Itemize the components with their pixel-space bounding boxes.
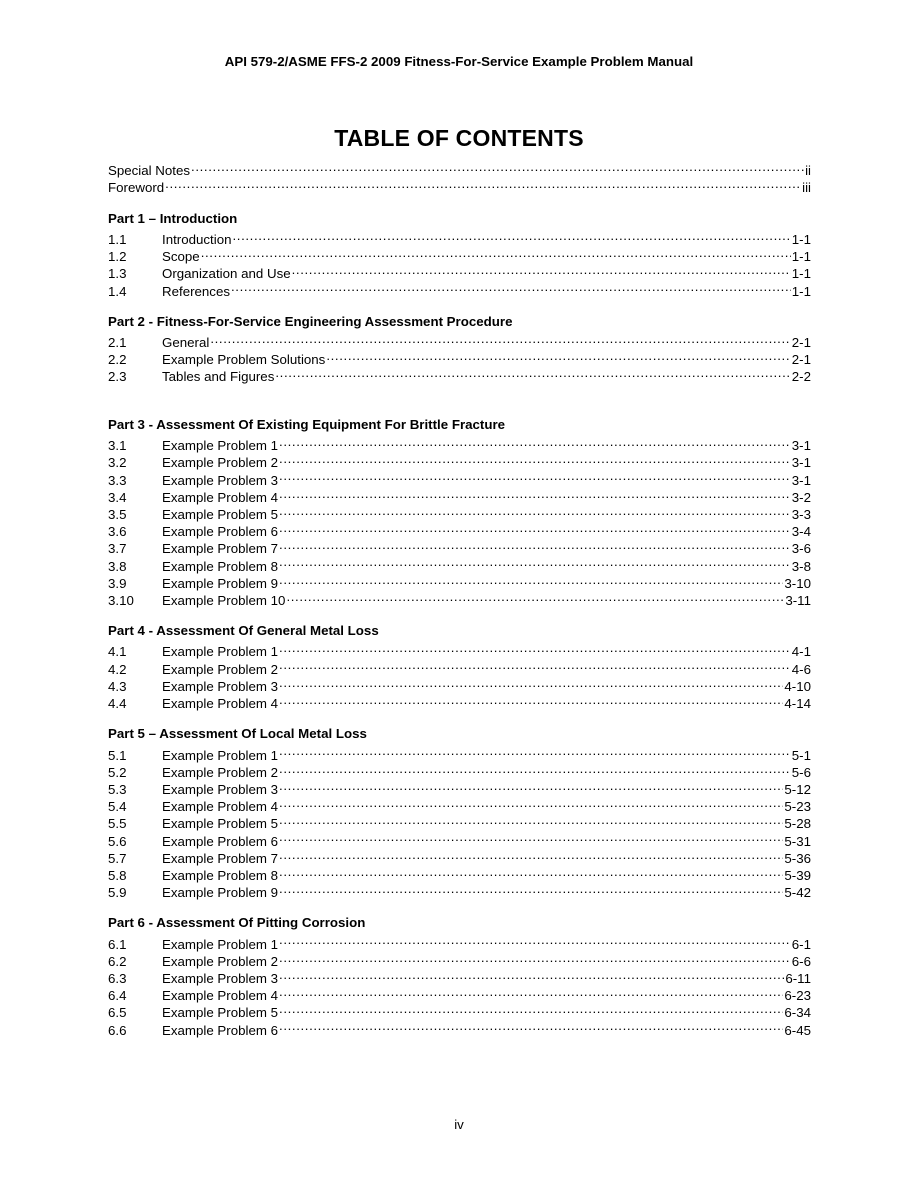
toc-entry-page: 6-11 <box>785 971 811 987</box>
toc-entry-number: 1.3 <box>108 266 127 282</box>
toc-entry-page: 4-14 <box>784 696 811 712</box>
toc-entry-label: Example Problem 4 <box>162 799 279 815</box>
dot-leader <box>279 794 783 811</box>
dot-leader <box>191 158 804 175</box>
toc-entry-number: 5.9 <box>108 885 127 901</box>
dot-leader <box>279 931 791 948</box>
dot-leader <box>279 846 783 863</box>
toc-entry-page: 5-42 <box>784 885 811 901</box>
dot-leader <box>292 261 791 278</box>
toc-entry-page: 5-39 <box>784 867 811 883</box>
dot-leader <box>279 1017 783 1034</box>
toc-entry-number: 4.2 <box>108 661 127 677</box>
toc-entry-page: 5-1 <box>791 747 811 763</box>
toc-entry-number: 4.1 <box>108 644 127 660</box>
toc-entry-number: 3.10 <box>108 592 134 608</box>
toc-entry-label: Example Problem 1 <box>162 936 279 952</box>
part-heading[interactable]: Part 3 - Assessment Of Existing Equipment For Brittle Fracture <box>108 416 506 432</box>
toc-entry-label: Example Problem 5 <box>162 506 279 522</box>
toc-entry-label: Example Problem 4 <box>162 489 279 505</box>
toc-entry-label: Example Problem 7 <box>162 850 279 866</box>
toc-entry-number: 3.9 <box>108 575 127 591</box>
toc-entry-page: 1-1 <box>791 283 811 299</box>
toc-entry-label: Example Problem 3 <box>162 472 279 488</box>
dot-leader <box>279 863 783 880</box>
toc-entry-page: 6-6 <box>791 953 811 969</box>
toc-entry-number: 5.4 <box>108 799 127 815</box>
toc-entry[interactable] <box>108 347 811 368</box>
toc-entry-number: 5.8 <box>108 867 127 883</box>
page-title: TABLE OF CONTENTS <box>334 125 584 151</box>
toc-entry-page: 3-1 <box>791 455 811 471</box>
toc-entry[interactable] <box>108 261 811 282</box>
dot-leader <box>279 571 783 588</box>
toc-entry-page: 5-36 <box>784 850 811 866</box>
toc-entry-number: 1.4 <box>108 283 127 299</box>
toc-entry-number: 3.5 <box>108 506 127 522</box>
dot-leader <box>210 330 790 347</box>
toc-entry-label: Example Problem 5 <box>162 1005 279 1021</box>
toc-entry-label: Example Problem 4 <box>162 988 279 1004</box>
dot-leader <box>231 278 791 295</box>
toc-entry-label: Example Problem 1 <box>162 438 279 454</box>
toc-entry-page: 1-1 <box>791 231 811 247</box>
dot-leader <box>279 536 791 553</box>
dot-leader <box>286 588 784 605</box>
toc-entry-number: 3.1 <box>108 438 127 454</box>
toc-entry-label: Example Problem 6 <box>162 524 279 540</box>
toc-entry-label: Example Problem 6 <box>162 833 279 849</box>
dot-leader <box>232 227 790 244</box>
toc-entry-label: Example Problem 7 <box>162 541 279 557</box>
toc-entry-label: Example Problem 5 <box>162 816 279 832</box>
table-of-contents <box>108 158 811 1038</box>
toc-entry-label: Scope <box>162 249 200 265</box>
toc-entry-page: 1-1 <box>791 266 811 282</box>
toc-entry-label: Example Problem 3 <box>162 971 279 987</box>
toc-entry-page: 5-6 <box>791 764 811 780</box>
dot-leader <box>279 467 791 484</box>
dot-leader <box>279 674 783 691</box>
toc-entry-number: 3.3 <box>108 472 127 488</box>
toc-entry-number: 3.4 <box>108 489 127 505</box>
toc-entry-number: 6.6 <box>108 1022 127 1038</box>
toc-entry-special-notes[interactable] <box>108 158 811 179</box>
toc-entry-number: 6.5 <box>108 1005 127 1021</box>
toc-entry[interactable] <box>108 433 811 454</box>
dot-leader <box>279 433 791 450</box>
dot-leader <box>279 485 791 502</box>
toc-entry-label: Introduction <box>162 231 232 247</box>
toc-entry-label: Example Problem 1 <box>162 644 279 660</box>
dot-leader <box>279 553 791 570</box>
toc-entry-page: 4-10 <box>784 678 811 694</box>
toc-entry-number: 6.3 <box>108 971 127 987</box>
toc-entry-label: Example Problem 2 <box>162 455 279 471</box>
toc-entry-page: 3-4 <box>791 524 811 540</box>
toc-entry-page: 6-34 <box>784 1005 811 1021</box>
toc-entry-number: 5.5 <box>108 816 127 832</box>
toc-entry-page: 5-23 <box>784 799 811 815</box>
toc-entry-label: Example Problem 6 <box>162 1022 279 1038</box>
dot-leader <box>279 880 783 897</box>
dot-leader <box>279 949 791 966</box>
dot-leader <box>165 175 801 192</box>
dot-leader <box>279 828 783 845</box>
toc-entry-label: Example Problem 3 <box>162 781 279 797</box>
dot-leader <box>326 347 790 364</box>
part-heading[interactable]: Part 6 - Assessment Of Pitting Corrosion <box>108 915 366 931</box>
dot-leader <box>279 691 783 708</box>
toc-entry-number: 1.1 <box>108 231 127 247</box>
toc-entry-page: 2-2 <box>791 369 811 385</box>
part-heading[interactable]: Part 1 – Introduction <box>108 210 238 226</box>
toc-entry-label: Foreword <box>108 180 165 196</box>
toc-entry-page: 6-23 <box>784 988 811 1004</box>
toc-entry-label: Example Problem 3 <box>162 678 279 694</box>
toc-entry-label: Example Problem 2 <box>162 661 279 677</box>
toc-entry-number: 6.4 <box>108 988 127 1004</box>
toc-entry-page: 4-6 <box>791 661 811 677</box>
toc-entry-number: 4.4 <box>108 696 127 712</box>
dot-leader <box>279 639 791 656</box>
toc-entry-page: ii <box>805 163 811 179</box>
toc-entry-page: iii <box>802 180 811 196</box>
dot-leader <box>279 760 791 777</box>
running-header: API 579-2/ASME FFS-2 2009 Fitness-For-Service Example Problem Manual <box>224 54 694 69</box>
dot-leader <box>279 777 783 794</box>
toc-entry-foreword[interactable] <box>108 175 811 196</box>
toc-entry-page: 3-11 <box>785 592 811 608</box>
toc-entry-label: General <box>162 335 210 351</box>
toc-entry[interactable] <box>108 330 811 351</box>
toc-entry-page: 3-3 <box>791 506 811 522</box>
toc-entry-number: 4.3 <box>108 678 127 694</box>
dot-leader <box>279 450 791 467</box>
dot-leader <box>279 742 791 759</box>
dot-leader <box>279 656 791 673</box>
toc-entry-number: 2.2 <box>108 352 127 368</box>
toc-entry-page: 3-1 <box>791 438 811 454</box>
toc-entry-label: Example Problem 10 <box>162 592 286 608</box>
toc-entry-label: Example Problem 4 <box>162 696 279 712</box>
dot-leader <box>279 1000 783 1017</box>
toc-entry-page: 2-1 <box>791 335 811 351</box>
toc-entry-page: 2-1 <box>791 352 811 368</box>
toc-entry-number: 1.2 <box>108 249 127 265</box>
toc-entry-number: 2.1 <box>108 335 127 351</box>
toc-entry-number: 5.1 <box>108 747 127 763</box>
toc-entry-page: 3-8 <box>791 558 811 574</box>
dot-leader <box>279 966 784 983</box>
toc-entry-page: 3-10 <box>784 575 811 591</box>
toc-entry[interactable] <box>108 227 811 247</box>
section-spacer <box>108 192 811 209</box>
toc-entry-number: 5.2 <box>108 764 127 780</box>
toc-entry-label: Tables and Figures <box>162 369 275 385</box>
toc-entry-page: 5-12 <box>784 781 811 797</box>
toc-entry-label: Special Notes <box>108 163 191 179</box>
toc-entry-number: 5.3 <box>108 781 127 797</box>
toc-entry[interactable] <box>108 244 811 265</box>
toc-entry-page: 4-1 <box>791 644 811 660</box>
toc-entry-page: 3-6 <box>791 541 811 557</box>
dot-leader <box>279 502 791 519</box>
toc-entry-page: 1-1 <box>791 249 811 265</box>
toc-entry-label: Example Problem 9 <box>162 885 279 901</box>
dot-leader <box>201 244 791 261</box>
toc-entry-number: 5.7 <box>108 850 127 866</box>
toc-entry-number: 2.3 <box>108 369 127 385</box>
toc-entry-page: 5-28 <box>784 816 811 832</box>
part-heading[interactable]: Part 4 - Assessment Of General Metal Loss <box>108 623 379 639</box>
page-number: iv <box>454 1117 464 1132</box>
toc-entry-label: Example Problem 2 <box>162 764 279 780</box>
toc-entry-label: Example Problem 2 <box>162 953 279 969</box>
toc-entry-number: 3.2 <box>108 455 127 471</box>
section-spacer <box>108 381 811 415</box>
dot-leader <box>275 364 790 381</box>
toc-entry-number: 3.7 <box>108 541 127 557</box>
toc-entry-number: 3.6 <box>108 524 127 540</box>
toc-entry-label: Example Problem Solutions <box>162 352 326 368</box>
toc-entry-label: Example Problem 1 <box>162 747 279 763</box>
toc-entry[interactable] <box>108 639 811 660</box>
toc-entry-number: 5.6 <box>108 833 127 849</box>
toc-entry-number: 3.8 <box>108 558 127 574</box>
toc-entry-label: Example Problem 8 <box>162 867 279 883</box>
toc-entry-page: 5-31 <box>784 833 811 849</box>
toc-entry-page: 6-1 <box>791 936 811 952</box>
toc-entry-page: 6-45 <box>784 1022 811 1038</box>
toc-entry-page: 3-1 <box>791 472 811 488</box>
toc-parts <box>108 192 811 1038</box>
toc-entry-label: Organization and Use <box>162 266 291 282</box>
dot-leader <box>279 983 783 1000</box>
dot-leader <box>279 519 791 536</box>
dot-leader <box>279 811 783 828</box>
toc-entry[interactable] <box>108 931 811 952</box>
toc-entry-number: 6.1 <box>108 936 127 952</box>
toc-entry-number: 6.2 <box>108 953 127 969</box>
part-heading[interactable]: Part 5 – Assessment Of Local Metal Loss <box>108 726 367 742</box>
toc-entry-label: Example Problem 9 <box>162 575 279 591</box>
part-heading[interactable]: Part 2 - Fitness-For-Service Engineering Assessment Procedure <box>108 313 513 329</box>
toc-entry-page: 3-2 <box>791 489 811 505</box>
toc-entry-label: References <box>162 283 230 299</box>
toc-entry[interactable] <box>108 742 811 763</box>
toc-entry-label: Example Problem 8 <box>162 558 279 574</box>
